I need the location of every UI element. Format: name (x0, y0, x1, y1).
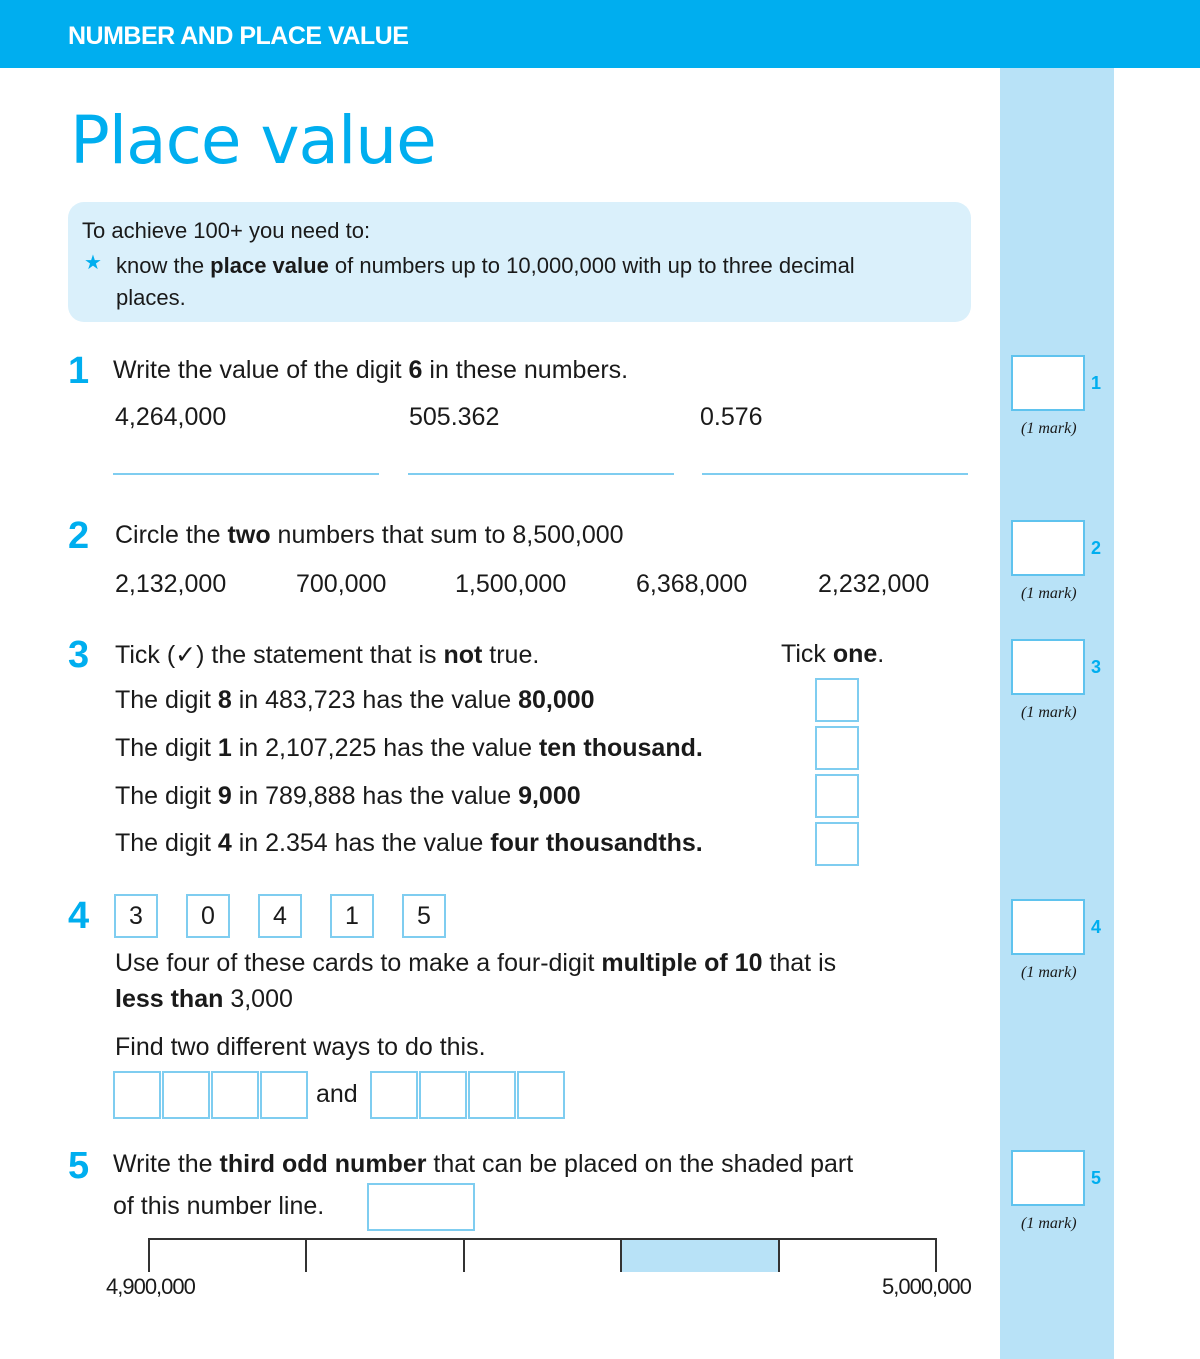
mark-box-1[interactable] (1011, 355, 1085, 411)
question-5-number: 5 (68, 1145, 90, 1187)
mark-number-3: 3 (1091, 657, 1102, 677)
q1-answer-line-2[interactable] (408, 473, 674, 475)
mark-label-3: (1 mark) (1021, 704, 1077, 721)
q1-number-2: 505.362 (409, 403, 500, 431)
number-line-axis (149, 1238, 936, 1240)
q3-statement: The digit 4 in 2.354 has the value four thousandths. (115, 829, 703, 857)
q4-answer-digit-box[interactable] (260, 1071, 308, 1119)
q4-answer-digit-box[interactable] (370, 1071, 418, 1119)
digit-card: 4 (258, 894, 302, 938)
mark-number-5: 5 (1091, 1168, 1102, 1188)
q4-answer-digit-box[interactable] (162, 1071, 210, 1119)
goal-intro: To achieve 100+ you need to: (82, 218, 371, 243)
mark-label-4: (1 mark) (1021, 964, 1077, 981)
star-icon: ★ (84, 252, 102, 274)
q3-statement: The digit 8 in 483,723 has the value 80,000 (115, 686, 595, 714)
digit-card: 3 (114, 894, 158, 938)
question-5-prompt-line-2: of this number line. (113, 1192, 325, 1220)
q2-option[interactable]: 2,232,000 (818, 570, 930, 598)
mark-number-4: 4 (1091, 917, 1102, 937)
question-4-number: 4 (68, 895, 90, 937)
mark-box-4[interactable] (1011, 899, 1085, 955)
number-line-tick (463, 1238, 465, 1272)
mark-box-5[interactable] (1011, 1150, 1085, 1206)
number-line-tick (778, 1238, 780, 1272)
number-line-end-label: 5,000,000 (882, 1274, 971, 1299)
q3-tick-box[interactable] (815, 822, 859, 866)
q5-answer-box[interactable] (367, 1183, 475, 1231)
mark-number-1: 1 (1091, 373, 1102, 393)
mark-label-5: (1 mark) (1021, 1215, 1077, 1232)
question-1-prompt: Write the value of the digit 6 in these numbers. (113, 356, 629, 384)
question-2-prompt: Circle the two numbers that sum to 8,500,000 (115, 521, 624, 549)
number-line-start-label: 4,900,000 (106, 1274, 195, 1299)
number-line-tick (620, 1238, 622, 1272)
question-4-line-1: Use four of these cards to make a four-digit multiple of 10 that is (115, 949, 837, 977)
question-2-number: 2 (68, 515, 90, 557)
q4-answer-digit-box[interactable] (419, 1071, 467, 1119)
goal-text: know the place value of numbers up to 10,000,000 with up to three decimal places. (116, 253, 855, 310)
tick-one-instruction: Tick one. (781, 640, 885, 668)
q2-option[interactable]: 700,000 (296, 570, 387, 598)
mark-label-2: (1 mark) (1021, 585, 1077, 602)
question-1-number: 1 (68, 350, 90, 392)
q3-tick-box[interactable] (815, 678, 859, 722)
q2-option[interactable]: 6,368,000 (636, 570, 748, 598)
digit-card: 0 (186, 894, 230, 938)
q3-tick-box[interactable] (815, 726, 859, 770)
q1-answer-line-3[interactable] (702, 473, 968, 475)
digit-card: 1 (330, 894, 374, 938)
page-title: Place value (70, 102, 436, 179)
header-bar (0, 0, 1200, 68)
digit-card: 5 (402, 894, 446, 938)
number-line-tick (305, 1238, 307, 1272)
q3-tick-box[interactable] (815, 774, 859, 818)
section-title: NUMBER AND PLACE VALUE (68, 22, 409, 50)
goal-box (68, 202, 971, 322)
mark-box-2[interactable] (1011, 520, 1085, 576)
mark-number-2: 2 (1091, 538, 1102, 558)
q1-answer-line-1[interactable] (113, 473, 379, 475)
q1-number-1: 4,264,000 (115, 403, 227, 431)
q3-statement: The digit 1 in 2,107,225 has the value ten thousand. (115, 734, 703, 762)
and-connector: and (316, 1080, 358, 1108)
q3-statement: The digit 9 in 789,888 has the value 9,000 (115, 782, 581, 810)
number-line-tick (148, 1238, 150, 1272)
q4-answer-digit-box[interactable] (211, 1071, 259, 1119)
question-5-prompt: Write the third odd number that can be placed on the shaded part (113, 1150, 854, 1178)
question-4-line-3: Find two different ways to do this. (115, 1033, 486, 1061)
number-line-shaded-segment (621, 1238, 778, 1272)
q2-option[interactable]: 1,500,000 (455, 570, 567, 598)
number-line-tick (935, 1238, 937, 1272)
q2-option[interactable]: 2,132,000 (115, 570, 227, 598)
mark-label-1: (1 mark) (1021, 420, 1077, 437)
question-4-line-2: less than 3,000 (115, 985, 293, 1013)
q4-answer-digit-box[interactable] (468, 1071, 516, 1119)
q4-answer-digit-box[interactable] (113, 1071, 161, 1119)
question-3-number: 3 (68, 634, 90, 676)
q1-number-3: 0.576 (700, 403, 763, 431)
question-3-prompt: Tick (✓) the statement that is not true. (115, 641, 540, 669)
q4-answer-digit-box[interactable] (517, 1071, 565, 1119)
mark-box-3[interactable] (1011, 639, 1085, 695)
